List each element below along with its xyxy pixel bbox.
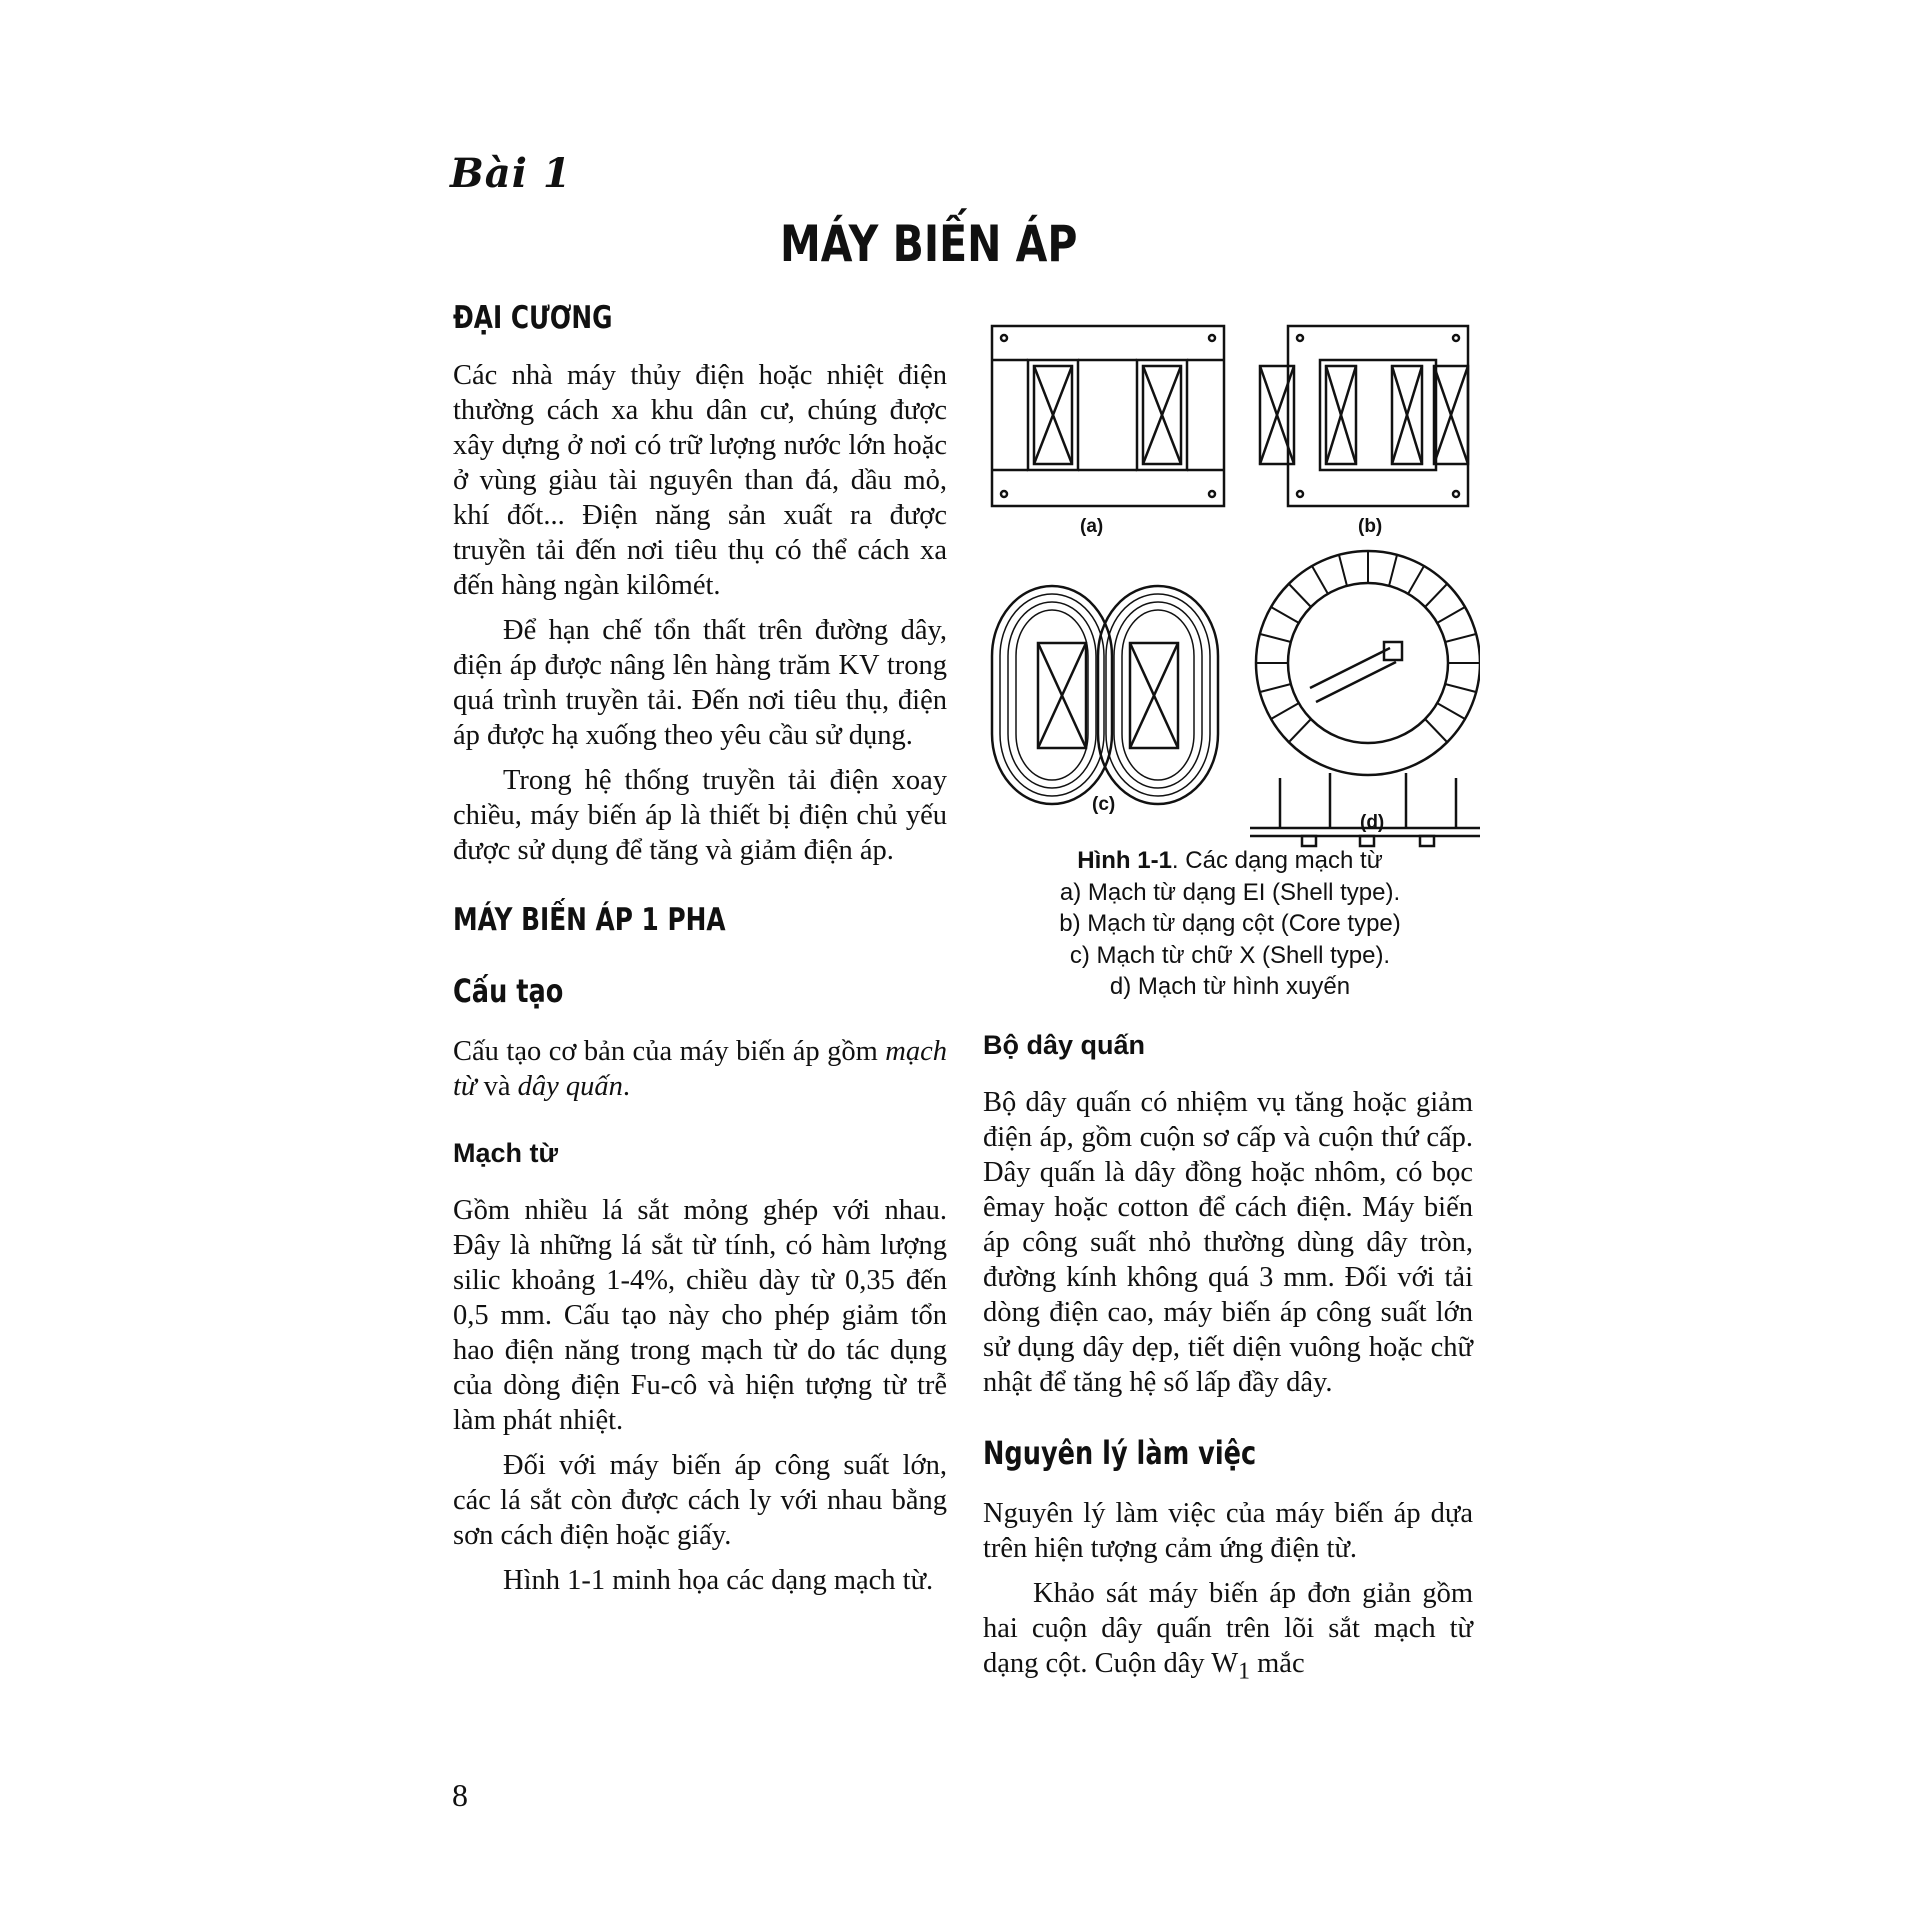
paragraph-general-2: Để hạn chế tổn thất trên đường dây, điện áp được nâng lên hàng trăm KV trong quá trình truyền tải. Đến nơi tiêu thụ, điện áp được hạ xuống theo yêu cầu sử dụng.	[453, 615, 947, 751]
paragraph-core-2: Đối với máy biến áp công suất lớn, các lá sắt còn được cách ly với nhau bằng sơn cách điện hoặc giấy.	[453, 1450, 947, 1551]
paragraph-survey	[983, 1576, 1473, 1690]
caption-line-d: d) Mạch từ hình xuyến	[1109, 973, 1351, 1000]
structure-intro-end: .	[622, 1071, 631, 1102]
structure-intro-mid: và	[476, 1071, 518, 1102]
figure-drawings	[980, 318, 1480, 848]
left-column	[453, 300, 947, 1598]
figure-label-a: (a)	[1080, 516, 1104, 537]
subheading-principle: Nguyên lý làm việc	[983, 1434, 1257, 1472]
survey-tail: mắc	[1250, 1648, 1305, 1679]
caption-line-b: b) Mạch từ dạng cột (Core type)	[1059, 910, 1401, 937]
core-type-drawing	[1260, 326, 1468, 506]
shell-x-drawing	[992, 586, 1218, 804]
caption-line-c: c) Mạch từ chữ X (Shell type).	[1069, 941, 1391, 969]
toroid-drawing	[1250, 551, 1480, 846]
term-magnetic-core: mạch từ	[453, 1036, 947, 1102]
caption-number: Hình 1-1	[1077, 847, 1172, 874]
survey-text: Khảo sát máy biến áp đơn giản gồm hai cuộn dây quấn trên lõi sắt mạch từ dạng cột. Cuộn dây W	[983, 1578, 1473, 1679]
paragraph-principle: Nguyên lý làm việc của máy biến áp dựa trên hiện tượng cảm ứng điện từ.	[983, 1498, 1473, 1564]
structure-intro-before: Cấu tạo cơ bản của máy biến áp gồm	[453, 1036, 886, 1067]
paragraph-winding: Bộ dây quấn có nhiệm vụ tăng hoặc giảm điện áp, gồm cuộn sơ cấp và cuộn thứ cấp. Dây quấn là dây đồng hoặc nhôm, có bọc êmay hoặc cotton để cách điện. Máy biến áp công suất nhỏ thường dùng dây tròn, đường kính không quá 3 mm. Đối với tải dòng điện cao, máy biến áp công suất lớn sử dụng dây dẹp, tiết diện vuông hoặc chữ nhật để tăng hệ số lấp đầy dây.	[983, 1087, 1473, 1398]
section-heading-single-phase: MÁY BIẾN ÁP 1 PHA	[453, 902, 726, 938]
figure-label-b: (b)	[1358, 516, 1383, 537]
section-heading-general: ĐẠI CƯƠNG	[453, 300, 613, 336]
paragraph-core-3: Hình 1-1 minh họa các dạng mạch từ.	[503, 1565, 934, 1596]
subheading-winding: Bộ dây quấn	[983, 1030, 1146, 1060]
figure-caption	[980, 845, 1480, 1003]
figure-label-c: (c)	[1092, 794, 1116, 815]
caption-line-a: a) Mạch từ dạng EI (Shell type).	[1059, 878, 1401, 906]
lesson-label: Bài 1	[450, 150, 572, 197]
term-winding: dây quấn	[517, 1071, 623, 1102]
subheading-magnetic-core: Mạch từ	[453, 1138, 559, 1168]
caption-title: . Các dạng mạch từ	[1171, 847, 1383, 874]
survey-subscript: 1	[1238, 1658, 1251, 1685]
subheading-structure: Cấu tạo	[453, 972, 564, 1010]
page-number: 8	[452, 1777, 468, 1813]
paragraph-structure-intro	[453, 1034, 947, 1104]
paragraph-general-3: Trong hệ thống truyền tải điện xoay chiều, máy biến áp là thiết bị điện chủ yếu được sử dụng để tăng và giảm điện áp.	[453, 765, 947, 866]
paragraph-general-1: Các nhà máy thủy điện hoặc nhiệt điện thường cách xa khu dân cư, chúng được xây dựng ở nơi có trữ lượng nước lớn hoặc ở vùng giàu tài nguyên than đá, dầu mỏ, khí đốt... Điện năng sản xuất ra được truyền tải đến nơi tiêu thụ có thể cách xa đến hàng ngàn kilômét.	[453, 360, 947, 601]
page-title: MÁY BIẾN ÁP	[780, 215, 1078, 273]
ei-core-drawing	[992, 326, 1224, 506]
figure-label-d: (d)	[1360, 812, 1385, 833]
paragraph-core-1: Gồm nhiều lá sắt mỏng ghép với nhau. Đây là những lá sắt từ tính, có hàm lượng silic khoảng 1-4%, chiều dày từ 0,35 đến 0,5 mm. Cấu tạo này cho phép giảm tổn hao điện năng trong mạch từ do tác dụng của dòng điện Fu-cô và hiện tượng từ trễ làm phát nhiệt.	[453, 1195, 947, 1436]
right-column	[983, 1030, 1473, 1690]
caption-title-line	[980, 845, 1480, 877]
